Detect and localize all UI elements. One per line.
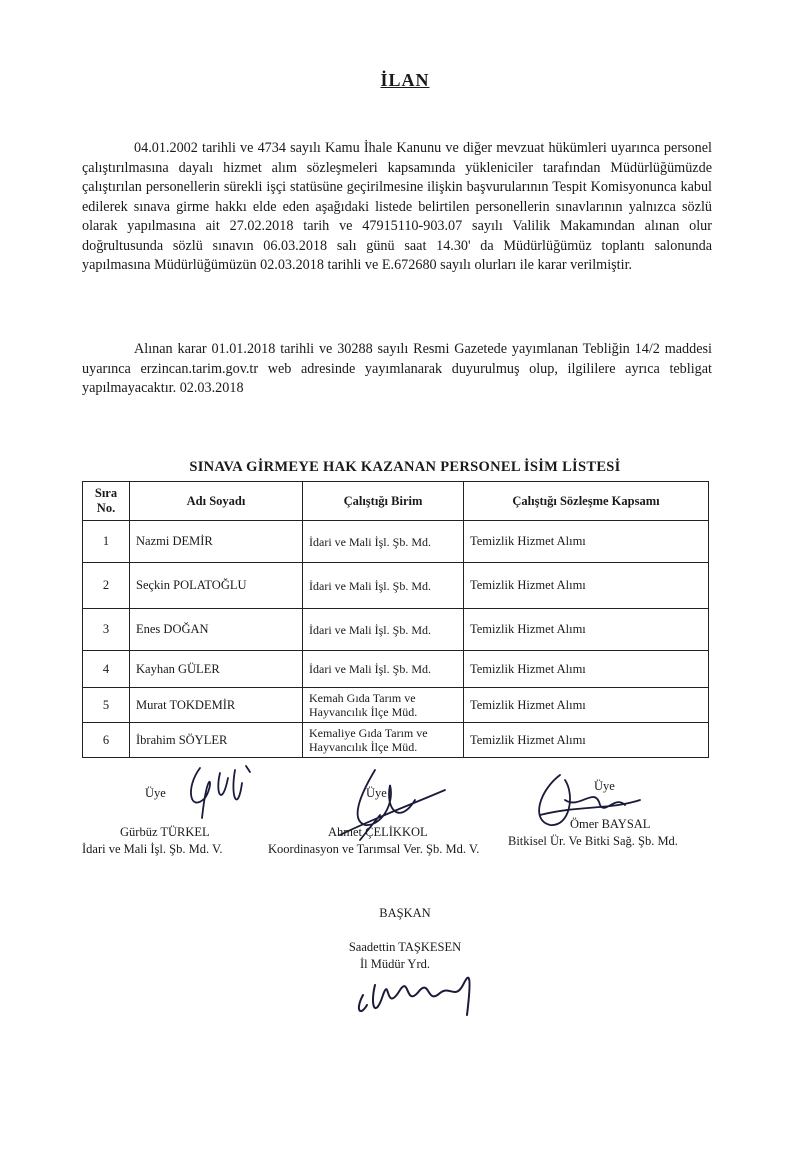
list-title: SINAVA GİRMEYE HAK KAZANAN PERSONEL İSİM LİSTESİ bbox=[189, 459, 621, 475]
header-no-line1: Sıra bbox=[94, 486, 118, 500]
chair-title: İl Müdür Yrd. bbox=[359, 957, 430, 971]
cell-unit: İdari ve Mali İşl. Şb. Md. bbox=[303, 609, 464, 651]
table-row bbox=[83, 563, 709, 609]
member3-unit: Bitkisel Ür. Ve Bitki Sağ. Şb. Md. bbox=[508, 834, 678, 848]
header-name: Adı Soyadı bbox=[130, 482, 303, 521]
header-scope: Çalıştığı Sözleşme Kapsamı bbox=[464, 482, 709, 521]
cell-name: Seçkin POLATOĞLU bbox=[130, 563, 303, 609]
paragraph-1-text: 04.01.2002 tarihli ve 4734 sayılı Kamu İhale Kanunu ve diğer mevzuat hükümleri uyarınca personel çalıştırılmasına dayalı hizmet alım sözleşmeleri kapsamında yükleniciler tarafından Müdürlüğümüzde çalıştırılan personellerin sürekli işçi statüsüne geçirilmesine ilişkin başvurularının Tespit Komisyonunca kabul edilerek sınava girme hakkı elde eden aşağıdaki listede belirtilen personellerin sınavlarının yalnızca sözlü olarak yapılmasına ait 27.02.2018 tarih ve 47915110-903.07 sayılı Valilik Makamından alınan olur doğrultusunda sözlü sınavın 06.03.2018 salı günü saat 14.30' da Müdürlüğümüz toplantı salonunda yapılmasına Müdürlüğümüzün 02.03.2018 tarihli ve E.672680 sayılı olurları ile karar verilmiştir. bbox=[82, 140, 712, 273]
member1-signature bbox=[180, 758, 270, 828]
member3-block bbox=[508, 816, 678, 850]
header-no bbox=[83, 482, 130, 521]
cell-scope: Temizlik Hizmet Alımı bbox=[464, 609, 709, 651]
cell-no: 4 bbox=[83, 651, 130, 688]
cell-no: 2 bbox=[83, 563, 130, 609]
cell-unit: İdari ve Mali İşl. Şb. Md. bbox=[303, 651, 464, 688]
member1-role: Üye bbox=[145, 786, 166, 800]
cell-scope: Temizlik Hizmet Alımı bbox=[464, 688, 709, 723]
chair-role: BAŞKAN bbox=[379, 906, 431, 920]
table-row bbox=[83, 521, 709, 563]
member2-block bbox=[268, 824, 479, 858]
cell-scope: Temizlik Hizmet Alımı bbox=[464, 723, 709, 758]
cell-scope: Temizlik Hizmet Alımı bbox=[464, 521, 709, 563]
cell-no: 3 bbox=[83, 609, 130, 651]
cell-unit-line1: Kemaliye Gıda Tarım ve bbox=[309, 726, 428, 740]
paragraph-2-text: Alınan karar 01.01.2018 tarihli ve 30288 sayılı Resmi Gazetede yayımlanan Tebliğin 14/2 maddesi uyarınca erzincan.tarim.gov.tr web adresinde yayımlanarak duyurulmuş olup, ilgililere ayrıca tebligat yapılmayacaktır. 02.03.2018 bbox=[82, 341, 712, 396]
cell-unit-line2: Hayvancılık İlçe Müd. bbox=[309, 705, 418, 719]
cell-name: İbrahim SÖYLER bbox=[130, 723, 303, 758]
table-row bbox=[83, 723, 709, 758]
cell-name: Enes DOĞAN bbox=[130, 609, 303, 651]
table-row bbox=[83, 609, 709, 651]
table-row bbox=[83, 651, 709, 688]
cell-name: Nazmi DEMİR bbox=[130, 521, 303, 563]
table-row bbox=[83, 688, 709, 723]
member3-name: Ömer BAYSAL bbox=[570, 817, 651, 831]
cell-unit bbox=[303, 688, 464, 723]
header-no-line2: No. bbox=[96, 501, 116, 515]
member2-role: Üye bbox=[366, 786, 387, 800]
chair-signature bbox=[345, 955, 485, 1030]
announcement-paragraph-1 bbox=[82, 139, 712, 276]
personnel-table bbox=[82, 481, 709, 758]
cell-name: Kayhan GÜLER bbox=[130, 651, 303, 688]
header-unit: Çalıştığı Birim bbox=[303, 482, 464, 521]
member2-name: Ahmet ÇELİKKOL bbox=[328, 825, 428, 839]
cell-scope: Temizlik Hizmet Alımı bbox=[464, 563, 709, 609]
member2-unit: Koordinasyon ve Tarımsal Ver. Şb. Md. V. bbox=[268, 842, 480, 856]
member1-unit: İdari ve Mali İşl. Şb. Md. V. bbox=[82, 842, 223, 856]
chair-name: Saadettin TAŞKESEN bbox=[348, 940, 462, 954]
page-title: İLAN bbox=[380, 70, 430, 90]
cell-unit: İdari ve Mali İşl. Şb. Md. bbox=[303, 563, 464, 609]
announcement-paragraph-2 bbox=[82, 340, 712, 399]
cell-unit-line2: Hayvancılık İlçe Müd. bbox=[309, 740, 418, 754]
cell-unit-line1: Kemah Gıda Tarım ve bbox=[309, 691, 416, 705]
member3-role: Üye bbox=[594, 779, 615, 793]
cell-unit: İdari ve Mali İşl. Şb. Md. bbox=[303, 521, 464, 563]
table-header-row bbox=[83, 482, 709, 521]
cell-no: 1 bbox=[83, 521, 130, 563]
cell-no: 5 bbox=[83, 688, 130, 723]
member1-name: Gürbüz TÜRKEL bbox=[120, 825, 210, 839]
member1-block bbox=[82, 824, 288, 858]
cell-no: 6 bbox=[83, 723, 130, 758]
cell-scope: Temizlik Hizmet Alımı bbox=[464, 651, 709, 688]
cell-unit bbox=[303, 723, 464, 758]
cell-name: Murat TOKDEMİR bbox=[130, 688, 303, 723]
